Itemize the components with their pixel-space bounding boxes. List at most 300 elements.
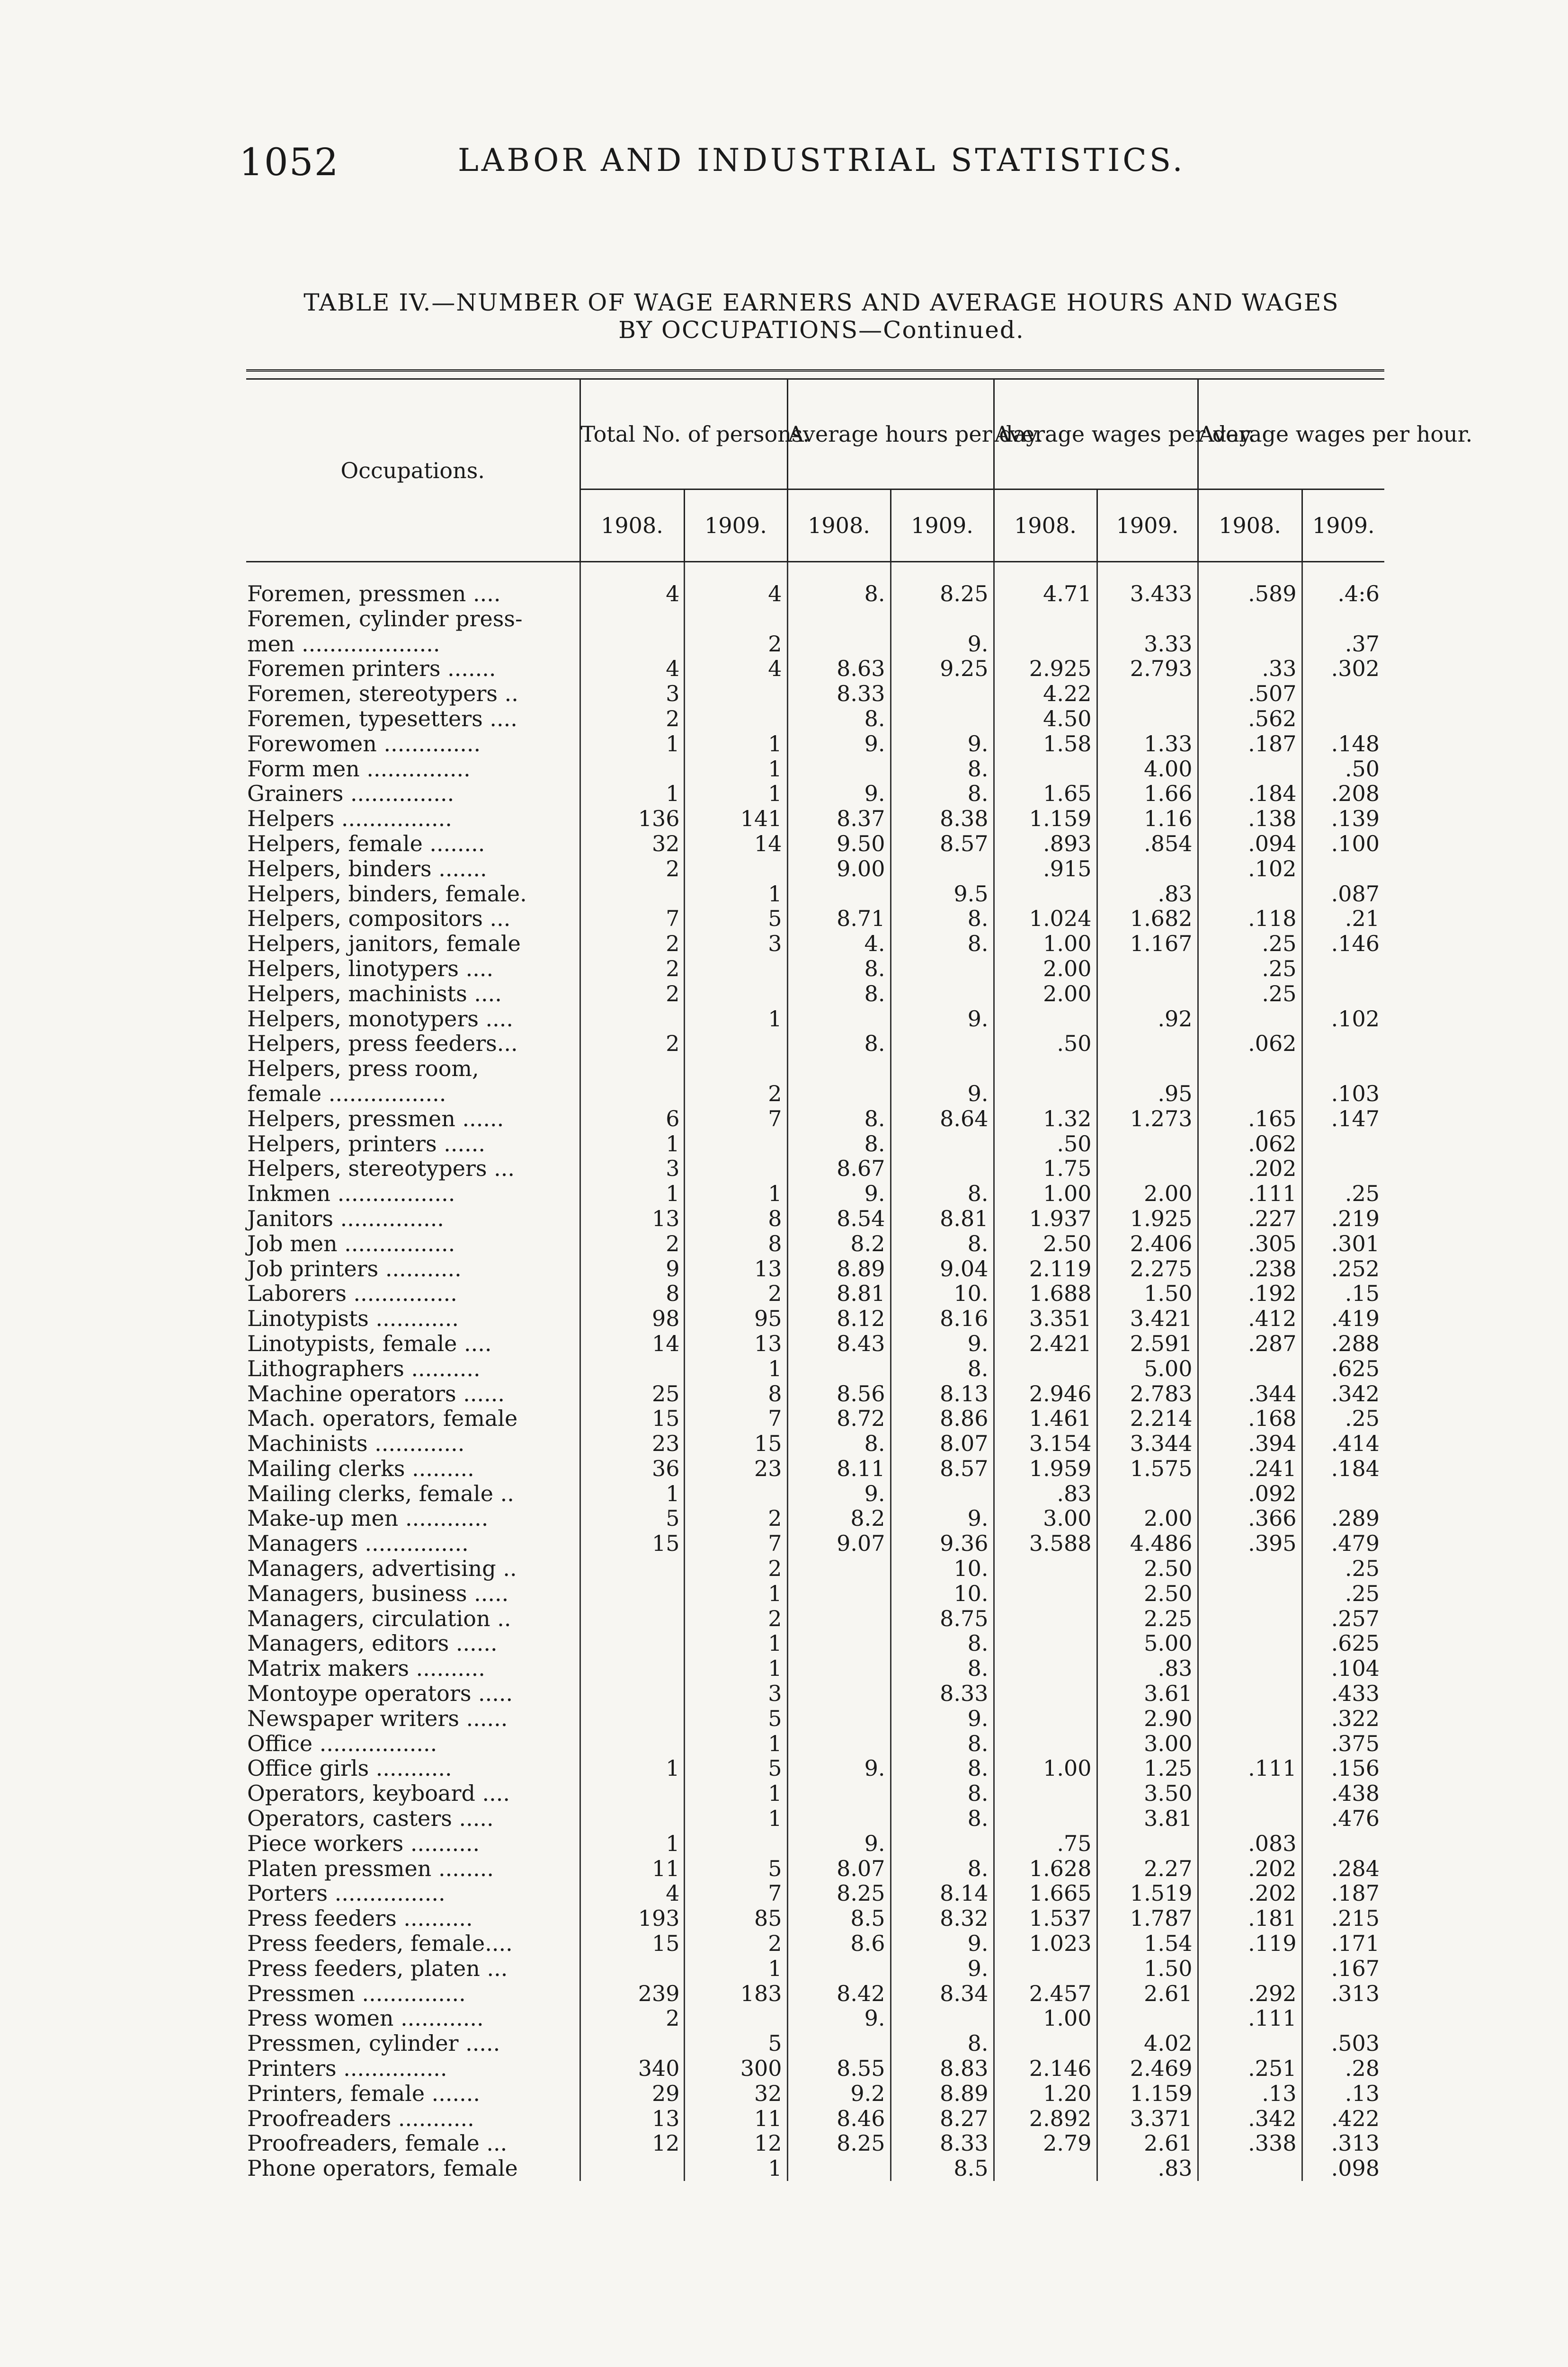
cell-hours-1908 bbox=[787, 1606, 891, 1631]
cell-hours-1909: 8. bbox=[891, 906, 994, 931]
cell-hours-1908: 8.2 bbox=[787, 1506, 891, 1531]
cell-hours-1908: 8. bbox=[787, 706, 891, 731]
table-row bbox=[246, 781, 1384, 806]
cell-wages-day-1908: 2.925 bbox=[994, 656, 1097, 681]
cell-hours-1909: 8.38 bbox=[891, 806, 994, 831]
cell-wages-hour-1909 bbox=[1302, 1031, 1384, 1056]
cell-persons-1909 bbox=[684, 606, 787, 632]
table-row bbox=[246, 2081, 1384, 2106]
cell-wages-hour-1909: .215 bbox=[1302, 1906, 1384, 1931]
cell-persons-1908 bbox=[580, 1706, 684, 1731]
cell-hours-1909: 8. bbox=[891, 1356, 994, 1381]
cell-wages-hour-1909 bbox=[1302, 606, 1384, 632]
cell-wages-day-1909 bbox=[1097, 981, 1198, 1006]
table-row bbox=[246, 1606, 1384, 1631]
cell-occupation: Mach. operators, female bbox=[247, 1406, 518, 1432]
table-row bbox=[246, 1806, 1384, 1831]
cell-hours-1908 bbox=[787, 1356, 891, 1381]
cell-hours-1909: 10. bbox=[891, 1281, 994, 1306]
cell-wages-hour-1908 bbox=[1198, 632, 1302, 657]
cell-persons-1909 bbox=[684, 2006, 787, 2031]
cell-wages-hour-1908 bbox=[1198, 1081, 1302, 1106]
cell-hours-1908 bbox=[787, 1806, 891, 1831]
cell-wages-hour-1909: .289 bbox=[1302, 1506, 1384, 1531]
table-row bbox=[246, 1231, 1384, 1256]
cell-occupation: Helpers, compositors ... bbox=[247, 906, 511, 932]
table-row bbox=[246, 2006, 1384, 2031]
cell-persons-1909: 8 bbox=[684, 1206, 787, 1231]
cell-hours-1909: 8.83 bbox=[891, 2056, 994, 2081]
cell-wages-day-1908: 1.665 bbox=[994, 1881, 1097, 1906]
table-row bbox=[246, 1456, 1384, 1481]
cell-occupation: Linotypists ............ bbox=[247, 1306, 459, 1332]
cell-hours-1908 bbox=[787, 2031, 891, 2056]
table-row bbox=[246, 1206, 1384, 1231]
cell-hours-1909: 10. bbox=[891, 1581, 994, 1606]
table-row bbox=[246, 1956, 1384, 1981]
cell-hours-1908 bbox=[787, 1781, 891, 1806]
cell-occupation: Proofreaders ........... bbox=[247, 2105, 474, 2131]
cell-hours-1908: 8.81 bbox=[787, 1281, 891, 1306]
cell-persons-1909: 2 bbox=[684, 1556, 787, 1581]
cell-wages-hour-1909 bbox=[1302, 1131, 1384, 1157]
cell-occupation: Managers, business ..... bbox=[247, 1580, 509, 1606]
cell-wages-hour-1908: .062 bbox=[1198, 1131, 1302, 1157]
cell-persons-1909: 32 bbox=[684, 2081, 787, 2106]
cell-hours-1908: 8.6 bbox=[787, 1931, 891, 1956]
cell-wages-hour-1908: .111 bbox=[1198, 1181, 1302, 1206]
cell-wages-hour-1909: .252 bbox=[1302, 1256, 1384, 1281]
cell-hours-1908: 9. bbox=[787, 1481, 891, 1506]
cell-persons-1908: 23 bbox=[580, 1431, 684, 1456]
cell-wages-hour-1909: .15 bbox=[1302, 1281, 1384, 1306]
cell-wages-hour-1908: .184 bbox=[1198, 781, 1302, 806]
cell-wages-day-1909: 1.50 bbox=[1097, 1956, 1198, 1981]
cell-hours-1909: 8.89 bbox=[891, 2081, 994, 2106]
cell-hours-1908: 8.54 bbox=[787, 1206, 891, 1231]
cell-wages-day-1909 bbox=[1097, 706, 1198, 731]
cell-occupation: Porters ................ bbox=[247, 1880, 445, 1906]
cell-wages-hour-1908: .102 bbox=[1198, 856, 1302, 881]
cell-persons-1909: 13 bbox=[684, 1331, 787, 1356]
cell-persons-1909 bbox=[684, 1156, 787, 1181]
cell-hours-1909: 9. bbox=[891, 1506, 994, 1531]
cell-wages-hour-1909: .098 bbox=[1302, 2156, 1384, 2181]
cell-wages-day-1908 bbox=[994, 606, 1097, 632]
cell-wages-hour-1909 bbox=[1302, 1056, 1384, 1081]
cell-occupation: Matrix makers .......... bbox=[247, 1655, 485, 1682]
cell-persons-1909 bbox=[684, 1831, 787, 1856]
cell-persons-1909: 2 bbox=[684, 1081, 787, 1106]
cell-wages-day-1909: 3.00 bbox=[1097, 1731, 1198, 1756]
cell-hours-1908 bbox=[787, 1581, 891, 1606]
cell-wages-day-1908: 3.154 bbox=[994, 1431, 1097, 1456]
cell-wages-hour-1909: .103 bbox=[1302, 1081, 1384, 1106]
table-row bbox=[246, 2056, 1384, 2081]
cell-hours-1909 bbox=[891, 1031, 994, 1056]
cell-hours-1908: 9. bbox=[787, 2006, 891, 2031]
cell-occupation: Inkmen ................. bbox=[247, 1181, 455, 1207]
cell-wages-day-1908: .83 bbox=[994, 1481, 1097, 1506]
cell-hours-1909: 9. bbox=[891, 1956, 994, 1981]
cell-wages-day-1908: 2.00 bbox=[994, 956, 1097, 981]
cell-wages-hour-1909: .313 bbox=[1302, 2131, 1384, 2156]
cell-hours-1908: 8.25 bbox=[787, 2131, 891, 2156]
cell-hours-1908: 8. bbox=[787, 981, 891, 1006]
table-row bbox=[246, 1306, 1384, 1331]
cell-hours-1908: 8. bbox=[787, 1131, 891, 1157]
cell-wages-day-1909: 1.167 bbox=[1097, 931, 1198, 956]
cell-hours-1909: 8. bbox=[891, 1756, 994, 1781]
cell-wages-day-1908 bbox=[994, 1606, 1097, 1631]
cell-wages-hour-1908 bbox=[1198, 1731, 1302, 1756]
cell-wages-hour-1908: .138 bbox=[1198, 806, 1302, 831]
cell-persons-1908: 1 bbox=[580, 731, 684, 756]
cell-wages-day-1908 bbox=[994, 1631, 1097, 1656]
cell-wages-day-1909: 3.81 bbox=[1097, 1806, 1198, 1831]
cell-hours-1908: 9.2 bbox=[787, 2081, 891, 2106]
cell-hours-1909: 8. bbox=[891, 1631, 994, 1656]
cell-wages-day-1909: 1.33 bbox=[1097, 731, 1198, 756]
cell-hours-1909: 8. bbox=[891, 781, 994, 806]
year-header: 1908. bbox=[580, 489, 684, 562]
cell-wages-hour-1908 bbox=[1198, 1806, 1302, 1831]
cell-wages-hour-1909: .284 bbox=[1302, 1856, 1384, 1881]
cell-wages-day-1909: 1.682 bbox=[1097, 906, 1198, 931]
cell-persons-1909: 95 bbox=[684, 1306, 787, 1331]
cell-wages-hour-1908: .187 bbox=[1198, 731, 1302, 756]
cell-wages-hour-1908 bbox=[1198, 1706, 1302, 1731]
cell-occupation: Janitors ............... bbox=[247, 1205, 444, 1231]
cell-hours-1909: 8. bbox=[891, 1656, 994, 1681]
table-row bbox=[246, 1356, 1384, 1381]
cell-persons-1908 bbox=[580, 606, 684, 632]
cell-persons-1909: 1 bbox=[684, 781, 787, 806]
cell-occupation: Managers, advertising .. bbox=[247, 1556, 517, 1582]
cell-persons-1908: 8 bbox=[580, 1281, 684, 1306]
table-row bbox=[246, 931, 1384, 956]
cell-wages-hour-1908: .395 bbox=[1198, 1531, 1302, 1556]
cell-wages-hour-1908: .287 bbox=[1198, 1331, 1302, 1356]
cell-wages-day-1908: .893 bbox=[994, 831, 1097, 856]
cell-wages-day-1909: 1.66 bbox=[1097, 781, 1198, 806]
table-row bbox=[246, 1881, 1384, 1906]
cell-persons-1908: 2 bbox=[580, 856, 684, 881]
cell-occupation: Press feeders .......... bbox=[247, 1905, 473, 1931]
cell-wages-hour-1909: .257 bbox=[1302, 1606, 1384, 1631]
cell-wages-hour-1909 bbox=[1302, 956, 1384, 981]
cell-persons-1908 bbox=[580, 2156, 684, 2181]
cell-hours-1909: 9. bbox=[891, 1331, 994, 1356]
cell-persons-1908: 4 bbox=[580, 656, 684, 681]
page-number: 1052 bbox=[239, 140, 339, 184]
cell-occupation: Platen pressmen ........ bbox=[247, 1855, 494, 1881]
cell-hours-1909: 8.14 bbox=[891, 1881, 994, 1906]
table-row bbox=[246, 1331, 1384, 1356]
cell-hours-1909: 8.25 bbox=[891, 581, 994, 606]
cell-wages-day-1908 bbox=[994, 1706, 1097, 1731]
table-row bbox=[246, 1906, 1384, 1931]
cell-occupation: men .................... bbox=[247, 631, 440, 657]
cell-wages-day-1908: 1.937 bbox=[994, 1206, 1097, 1231]
cell-hours-1909 bbox=[891, 856, 994, 881]
cell-wages-day-1909: 2.25 bbox=[1097, 1606, 1198, 1631]
cell-occupation: Helpers, pressmen ...... bbox=[247, 1105, 504, 1131]
cell-hours-1908: 8.2 bbox=[787, 1231, 891, 1256]
table-row bbox=[246, 606, 1384, 632]
cell-wages-day-1909: 1.575 bbox=[1097, 1456, 1198, 1481]
cell-persons-1908: 7 bbox=[580, 906, 684, 931]
cell-wages-hour-1909: .147 bbox=[1302, 1106, 1384, 1131]
cell-wages-day-1908: 1.537 bbox=[994, 1906, 1097, 1931]
cell-persons-1909: 1 bbox=[684, 1781, 787, 1806]
table-row bbox=[246, 581, 1384, 606]
cell-hours-1909: 9.04 bbox=[891, 1256, 994, 1281]
cell-persons-1908: 1 bbox=[580, 1481, 684, 1506]
table-row bbox=[246, 956, 1384, 981]
cell-wages-hour-1908: .165 bbox=[1198, 1106, 1302, 1131]
cell-occupation: Lithographers .......... bbox=[247, 1355, 481, 1381]
cell-wages-hour-1908: .25 bbox=[1198, 981, 1302, 1006]
cell-wages-day-1908: 1.023 bbox=[994, 1931, 1097, 1956]
cell-occupation: Foremen printers ....... bbox=[247, 656, 496, 682]
cell-wages-day-1908 bbox=[994, 1656, 1097, 1681]
cell-hours-1909: 8.33 bbox=[891, 1681, 994, 1706]
cell-occupation: Piece workers .......... bbox=[247, 1830, 480, 1856]
cell-wages-hour-1909: .50 bbox=[1302, 756, 1384, 782]
table-row bbox=[246, 2131, 1384, 2156]
table-row bbox=[246, 2106, 1384, 2131]
cell-wages-hour-1909: .4:6 bbox=[1302, 581, 1384, 606]
cell-persons-1909: 183 bbox=[684, 1981, 787, 2006]
cell-wages-hour-1908 bbox=[1198, 2156, 1302, 2181]
table-row bbox=[246, 1781, 1384, 1806]
cell-occupation: Helpers, press room, bbox=[247, 1056, 479, 1082]
cell-wages-hour-1908: .292 bbox=[1198, 1981, 1302, 2006]
cell-occupation: Operators, casters ..... bbox=[247, 1806, 494, 1832]
cell-wages-day-1908: 1.461 bbox=[994, 1406, 1097, 1431]
cell-wages-day-1909: 4.02 bbox=[1097, 2031, 1198, 2056]
cell-wages-hour-1908 bbox=[1198, 1781, 1302, 1806]
cell-wages-day-1909 bbox=[1097, 1031, 1198, 1056]
cell-wages-hour-1909: .25 bbox=[1302, 1581, 1384, 1606]
table-row bbox=[246, 1431, 1384, 1456]
cell-hours-1909 bbox=[891, 1156, 994, 1181]
cell-persons-1908: 6 bbox=[580, 1106, 684, 1131]
cell-wages-hour-1908 bbox=[1198, 1056, 1302, 1081]
cell-hours-1908: 9. bbox=[787, 781, 891, 806]
cell-wages-day-1909 bbox=[1097, 1156, 1198, 1181]
cell-hours-1908: 9.00 bbox=[787, 856, 891, 881]
cell-persons-1908: 15 bbox=[580, 1931, 684, 1956]
cell-persons-1908 bbox=[580, 1606, 684, 1631]
cell-wages-hour-1908: .111 bbox=[1198, 1756, 1302, 1781]
cell-wages-day-1908: 2.457 bbox=[994, 1981, 1097, 2006]
cell-persons-1908: 36 bbox=[580, 1456, 684, 1481]
cell-persons-1909: 23 bbox=[684, 1456, 787, 1481]
table-row bbox=[246, 1281, 1384, 1306]
cell-wages-hour-1909: .102 bbox=[1302, 1006, 1384, 1032]
cell-wages-day-1908: 1.688 bbox=[994, 1281, 1097, 1306]
cell-hours-1908 bbox=[787, 1656, 891, 1681]
table-row bbox=[246, 706, 1384, 731]
cell-wages-day-1908: 4.71 bbox=[994, 581, 1097, 606]
cell-hours-1908 bbox=[787, 1731, 891, 1756]
cell-wages-day-1909: 1.50 bbox=[1097, 1281, 1198, 1306]
cell-persons-1909: 5 bbox=[684, 2031, 787, 2056]
cell-persons-1908: 29 bbox=[580, 2081, 684, 2106]
table-row bbox=[246, 1381, 1384, 1406]
cell-hours-1909: 9. bbox=[891, 1081, 994, 1106]
cell-hours-1909: 10. bbox=[891, 1556, 994, 1581]
cell-occupation: Job men ................ bbox=[247, 1230, 455, 1256]
cell-wages-hour-1909: .21 bbox=[1302, 906, 1384, 931]
cell-wages-hour-1908: .111 bbox=[1198, 2006, 1302, 2031]
cell-wages-day-1908: 2.421 bbox=[994, 1331, 1097, 1356]
cell-wages-hour-1908: .092 bbox=[1198, 1481, 1302, 1506]
cell-wages-day-1908 bbox=[994, 2156, 1097, 2181]
cell-wages-hour-1909: .208 bbox=[1302, 781, 1384, 806]
year-header: 1909. bbox=[684, 489, 787, 562]
table-title-line-2: BY OCCUPATIONS—Continued. bbox=[618, 316, 1025, 344]
cell-wages-hour-1909: .28 bbox=[1302, 2056, 1384, 2081]
cell-wages-day-1909: 3.433 bbox=[1097, 581, 1198, 606]
cell-persons-1908 bbox=[580, 1581, 684, 1606]
cell-persons-1909: 1 bbox=[684, 756, 787, 782]
cell-hours-1908: 8.11 bbox=[787, 1456, 891, 1481]
cell-occupation: Form men ............... bbox=[247, 756, 471, 782]
table-row bbox=[246, 881, 1384, 907]
cell-hours-1909: 8. bbox=[891, 1231, 994, 1256]
cell-hours-1908 bbox=[787, 1056, 891, 1081]
cell-persons-1909: 1 bbox=[684, 2156, 787, 2181]
cell-occupation: Pressmen ............... bbox=[247, 1980, 466, 2006]
cell-wages-day-1908: 1.32 bbox=[994, 1106, 1097, 1131]
cell-hours-1908: 8. bbox=[787, 1431, 891, 1456]
cell-occupation: Office ................. bbox=[247, 1730, 437, 1756]
cell-wages-hour-1908: .238 bbox=[1198, 1256, 1302, 1281]
cell-wages-hour-1908: .241 bbox=[1198, 1456, 1302, 1481]
cell-wages-hour-1908: .562 bbox=[1198, 706, 1302, 731]
cell-wages-hour-1909 bbox=[1302, 706, 1384, 731]
cell-hours-1908: 9.07 bbox=[787, 1531, 891, 1556]
cell-wages-day-1909: .83 bbox=[1097, 881, 1198, 907]
cell-wages-day-1909 bbox=[1097, 956, 1198, 981]
cell-hours-1908: 9. bbox=[787, 1181, 891, 1206]
cell-hours-1908: 9.50 bbox=[787, 831, 891, 856]
cell-wages-day-1908: 1.20 bbox=[994, 2081, 1097, 2106]
group-header-total-persons: Total No. of persons. bbox=[580, 379, 787, 489]
cell-persons-1908: 340 bbox=[580, 2056, 684, 2081]
body-spacer bbox=[246, 562, 1384, 581]
cell-occupation: Machinists ............. bbox=[247, 1431, 465, 1457]
cell-wages-day-1908 bbox=[994, 1681, 1097, 1706]
cell-persons-1909: 1 bbox=[684, 1356, 787, 1381]
cell-wages-day-1908: 4.50 bbox=[994, 706, 1097, 731]
cell-wages-hour-1909: .087 bbox=[1302, 881, 1384, 907]
cell-wages-hour-1908 bbox=[1198, 1356, 1302, 1381]
cell-persons-1908: 2 bbox=[580, 931, 684, 956]
cell-persons-1908 bbox=[580, 1806, 684, 1831]
cell-occupation: Managers, editors ...... bbox=[247, 1630, 498, 1656]
cell-occupation: Press feeders, female.... bbox=[247, 1931, 513, 1957]
cell-persons-1909: 2 bbox=[684, 632, 787, 657]
cell-wages-hour-1908: .192 bbox=[1198, 1281, 1302, 1306]
cell-wages-hour-1908: .181 bbox=[1198, 1906, 1302, 1931]
cell-wages-day-1908 bbox=[994, 632, 1097, 657]
cell-wages-hour-1909: .375 bbox=[1302, 1731, 1384, 1756]
cell-wages-day-1908: 2.946 bbox=[994, 1381, 1097, 1406]
cell-wages-hour-1908: .094 bbox=[1198, 831, 1302, 856]
cell-occupation: Foremen, pressmen .... bbox=[247, 581, 501, 606]
cell-occupation: Helpers, printers ...... bbox=[247, 1130, 485, 1157]
cell-wages-hour-1908: .202 bbox=[1198, 1156, 1302, 1181]
cell-wages-hour-1908: .342 bbox=[1198, 2106, 1302, 2131]
cell-wages-day-1908 bbox=[994, 1581, 1097, 1606]
cell-hours-1909: 8. bbox=[891, 2031, 994, 2056]
cell-wages-hour-1909: .13 bbox=[1302, 2081, 1384, 2106]
cell-persons-1909 bbox=[684, 1031, 787, 1056]
header-group-row bbox=[246, 379, 1384, 489]
cell-hours-1908: 8.25 bbox=[787, 1881, 891, 1906]
cell-persons-1909: 11 bbox=[684, 2106, 787, 2131]
cell-persons-1908: 98 bbox=[580, 1306, 684, 1331]
cell-occupation: Machine operators ...... bbox=[247, 1380, 505, 1406]
cell-hours-1909 bbox=[891, 681, 994, 706]
cell-persons-1909: 4 bbox=[684, 581, 787, 606]
cell-wages-hour-1908 bbox=[1198, 1606, 1302, 1631]
table-row bbox=[246, 756, 1384, 782]
cell-wages-hour-1909 bbox=[1302, 681, 1384, 706]
cell-wages-day-1909: 2.50 bbox=[1097, 1581, 1198, 1606]
cell-hours-1908 bbox=[787, 632, 891, 657]
cell-wages-hour-1908: .305 bbox=[1198, 1231, 1302, 1256]
cell-persons-1908: 239 bbox=[580, 1981, 684, 2006]
cell-wages-day-1909: 2.275 bbox=[1097, 1256, 1198, 1281]
cell-wages-day-1908: 2.50 bbox=[994, 1231, 1097, 1256]
cell-wages-hour-1908: .202 bbox=[1198, 1856, 1302, 1881]
cell-hours-1908: 8. bbox=[787, 1031, 891, 1056]
cell-wages-hour-1909: .322 bbox=[1302, 1706, 1384, 1731]
cell-wages-hour-1909: .288 bbox=[1302, 1331, 1384, 1356]
cell-persons-1908: 15 bbox=[580, 1406, 684, 1431]
cell-occupation: Helpers, stereotypers ... bbox=[247, 1156, 515, 1182]
cell-wages-day-1908: 2.119 bbox=[994, 1256, 1097, 1281]
cell-occupation: Helpers, linotypers .... bbox=[247, 955, 494, 981]
cell-persons-1908 bbox=[580, 1781, 684, 1806]
table-row bbox=[246, 1831, 1384, 1856]
cell-hours-1908 bbox=[787, 1006, 891, 1032]
cell-wages-hour-1908: .251 bbox=[1198, 2056, 1302, 2081]
cell-persons-1908 bbox=[580, 2031, 684, 2056]
cell-wages-hour-1909: .342 bbox=[1302, 1381, 1384, 1406]
cell-hours-1909 bbox=[891, 606, 994, 632]
cell-wages-hour-1908: .589 bbox=[1198, 581, 1302, 606]
cell-wages-day-1909: 5.00 bbox=[1097, 1631, 1198, 1656]
cell-persons-1908 bbox=[580, 1731, 684, 1756]
cell-persons-1908: 14 bbox=[580, 1331, 684, 1356]
cell-wages-day-1909: 1.519 bbox=[1097, 1881, 1198, 1906]
cell-hours-1908: 9. bbox=[787, 731, 891, 756]
cell-wages-hour-1908 bbox=[1198, 606, 1302, 632]
cell-wages-hour-1908: .062 bbox=[1198, 1031, 1302, 1056]
cell-wages-hour-1908 bbox=[1198, 1631, 1302, 1656]
cell-wages-day-1909: 2.00 bbox=[1097, 1506, 1198, 1531]
cell-wages-hour-1908: .202 bbox=[1198, 1881, 1302, 1906]
table-row bbox=[246, 1256, 1384, 1281]
cell-persons-1909: 1 bbox=[684, 1181, 787, 1206]
cell-wages-hour-1909 bbox=[1302, 1156, 1384, 1181]
